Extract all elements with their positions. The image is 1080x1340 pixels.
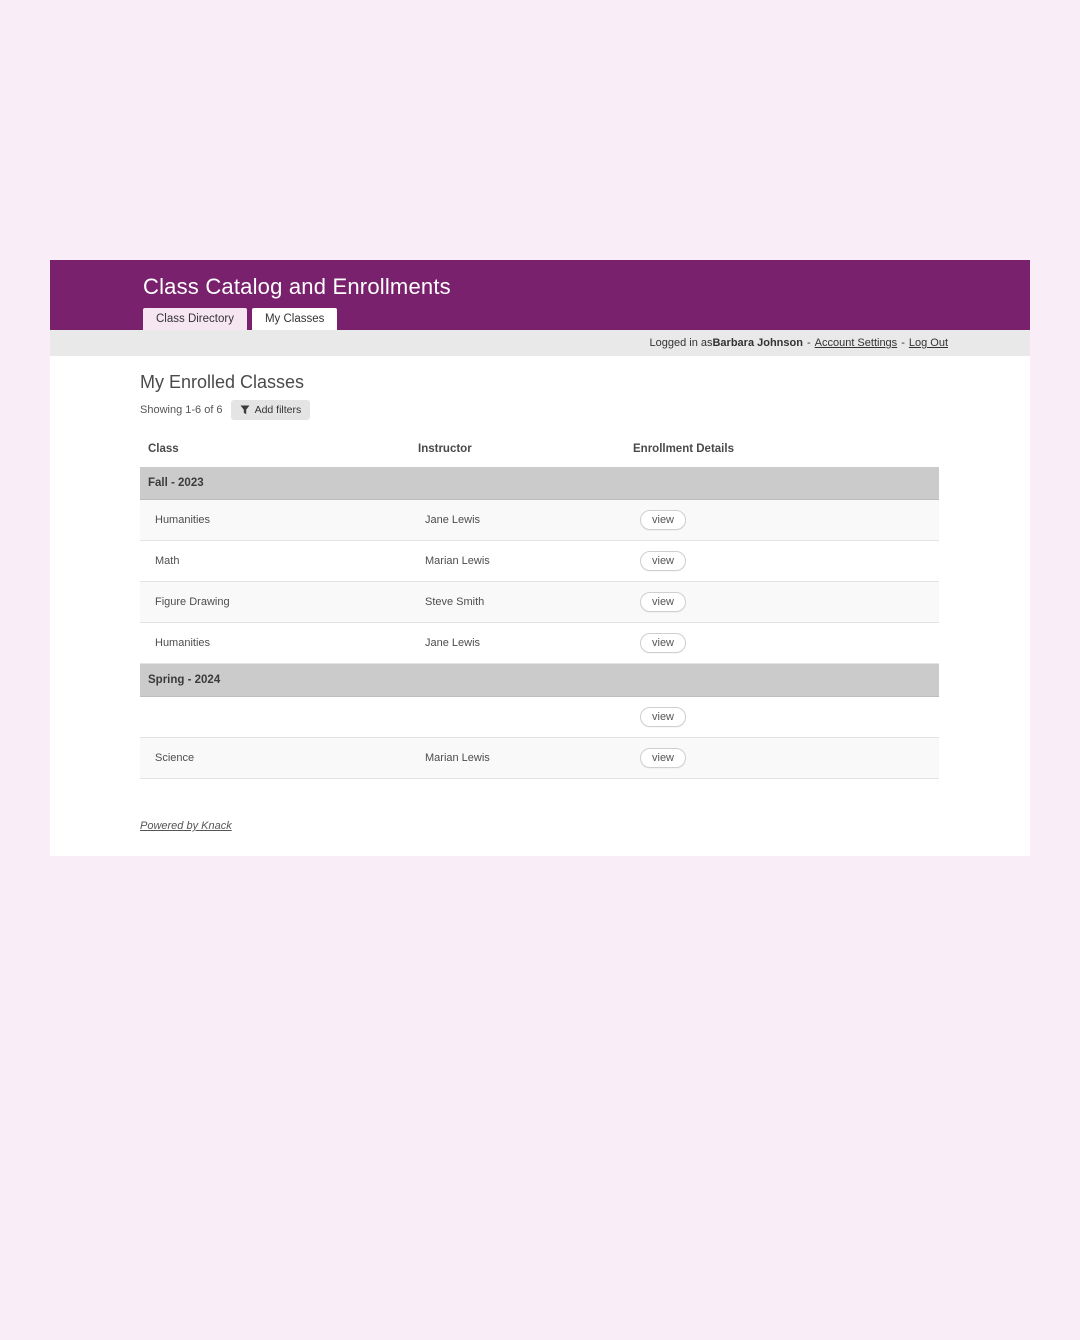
app-window [50,260,1030,856]
class-cell: Humanities [140,623,410,664]
record-count: Showing 1-6 of 6 [140,404,223,416]
logged-in-prefix: Logged in as [649,337,713,349]
tab-my-classes[interactable]: My Classes [252,308,337,330]
column-header-instructor: Instructor [418,443,472,455]
instructor-cell: Jane Lewis [410,500,625,541]
funnel-icon [240,405,250,415]
user-bar [50,330,1030,356]
table-row [140,697,939,738]
log-out-link[interactable]: Log Out [908,337,948,349]
app-title: Class Catalog and Enrollments [143,274,451,299]
table-row [140,500,939,541]
instructor-cell: Steve Smith [410,582,625,623]
instructor-cell: Jane Lewis [410,623,625,664]
class-cell: Science [140,738,410,779]
column-header-enrollment-details: Enrollment Details [633,443,734,455]
user-name: Barbara Johnson [712,337,803,349]
view-button[interactable]: view [640,748,686,768]
group-header-fall-2023: Fall - 2023 [140,467,939,500]
filter-row [140,400,939,420]
app-header [50,260,1030,330]
table-row [140,582,939,623]
view-button[interactable]: view [640,510,686,530]
instructor-cell [410,697,625,738]
footer [140,816,939,834]
column-header-class: Class [148,443,179,455]
separator: - [806,337,811,349]
add-filters-button[interactable] [231,400,311,420]
main-content [50,356,1030,856]
class-cell: Humanities [140,500,410,541]
instructor-cell: Marian Lewis [410,738,625,779]
class-cell: Figure Drawing [140,582,410,623]
tab-class-directory[interactable]: Class Directory [143,308,247,330]
account-settings-link[interactable]: Account Settings [814,337,898,349]
class-cell [140,697,410,738]
add-filters-label: Add filters [254,404,302,416]
page-title: My Enrolled Classes [140,372,305,392]
view-button[interactable]: view [640,592,686,612]
class-cell: Math [140,541,410,582]
view-button[interactable]: view [640,633,686,653]
instructor-cell: Marian Lewis [410,541,625,582]
table-row [140,541,939,582]
table-row [140,738,939,779]
table-row [140,623,939,664]
view-button[interactable]: view [640,707,686,727]
group-header-spring-2024: Spring - 2024 [140,664,939,697]
table-header-row [140,435,939,467]
tab-bar [143,308,337,330]
view-button[interactable]: view [640,551,686,571]
powered-by-knack-link[interactable]: Powered by Knack [140,820,232,832]
enrollments-table [140,435,939,779]
separator: - [901,337,905,349]
